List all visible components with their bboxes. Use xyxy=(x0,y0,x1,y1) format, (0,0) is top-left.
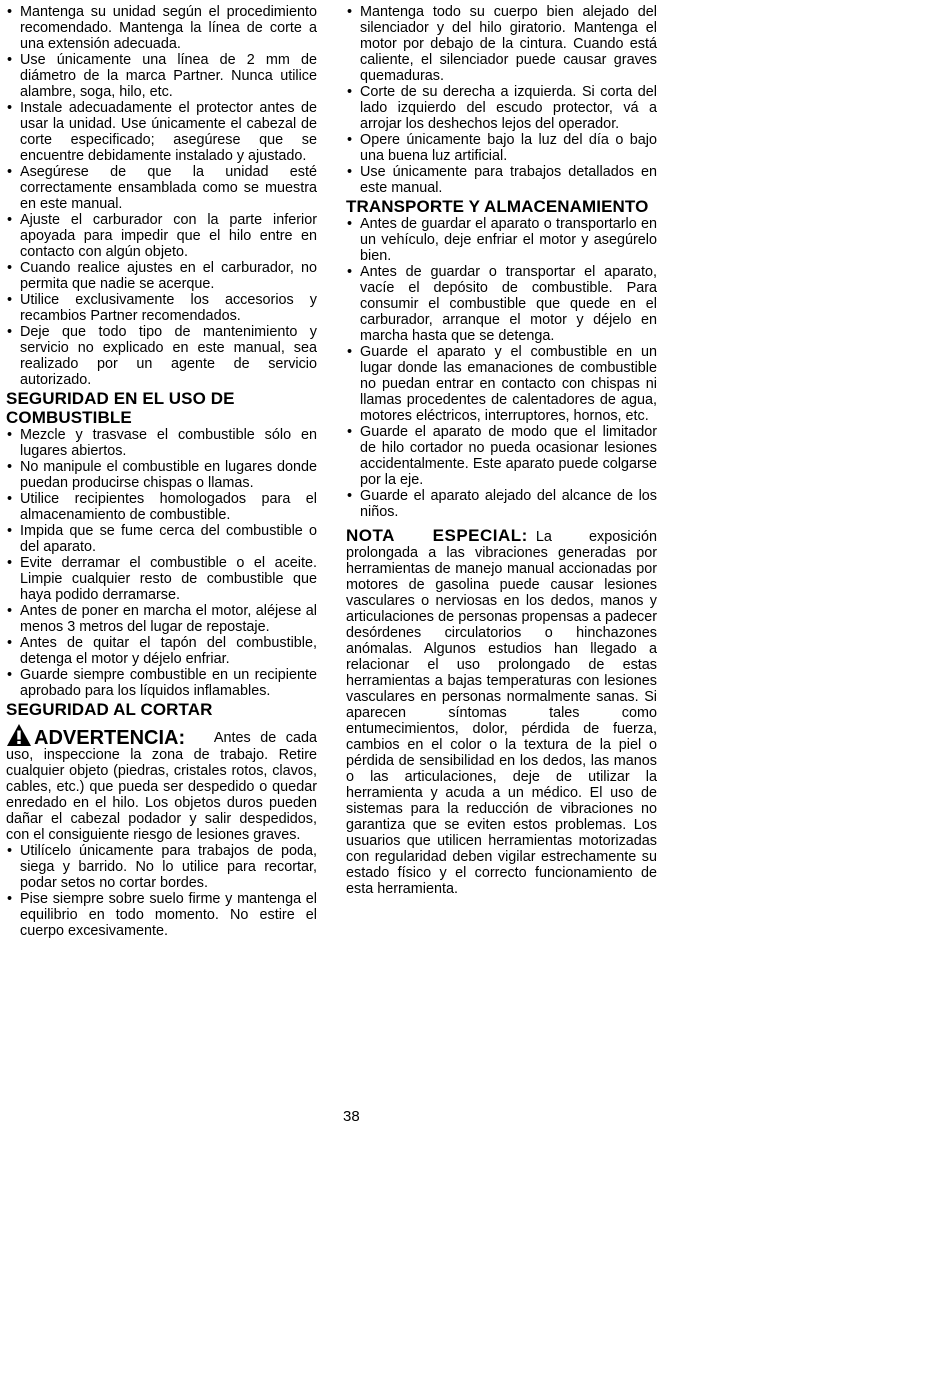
list-item: • Utilice recipientes homologados para el almacenamiento de combustible. xyxy=(6,491,317,523)
fuel-safety-heading: SEGURIDAD EN EL USO DE COMBUSTIBLE xyxy=(6,389,235,427)
list-item: • Ajuste el carburador con la parte inferior apoyada para impedir que el hilo entre en contacto con algún objeto. xyxy=(6,212,317,260)
list-item: • Use únicamente para trabajos detallados en este manual. xyxy=(346,164,657,196)
cutting-safety-list xyxy=(6,843,317,939)
list-item: • Impida que se fume cerca del combustible o del aparato. xyxy=(6,523,317,555)
transport-storage-list xyxy=(346,216,657,520)
page-number: 38 xyxy=(343,1108,360,1125)
list-item: • Guarde siempre combustible en un recipiente aprobado para los líquidos inflamables. xyxy=(6,667,317,699)
list-item: • Mantenga su unidad según el procedimiento recomendado. Mantenga la línea de corte a una extensión adecuada. xyxy=(6,4,317,52)
list-item: • Evite derramar el combustible o el aceite. Limpie cualquier resto de combustible que haya podido derramarse. xyxy=(6,555,317,603)
warning-label: ADVERTENCIA: xyxy=(34,727,186,749)
list-item: • Antes de poner en marcha el motor, aléjese al menos 3 metros del lugar de repostaje. xyxy=(6,603,317,635)
warning-text: Antes de cada uso, inspeccione la zona de trabajo. Retire cualquier objeto (piedras, cristales rotos, clavos, cables, etc.) que pueda ser despedido o quedar enredado en el hilo. Los objetos duros pueden dañar el cabezal podador y salir despedidos, con el consiguiente riesgo de lesiones graves. xyxy=(6,730,317,843)
maintenance-list xyxy=(6,4,317,388)
list-item: • No manipule el combustible en lugares donde puedan producirse chispas o llamas. xyxy=(6,459,317,491)
list-item: • Antes de guardar o transportar el aparato, vacíe el depósito de combustible. Para consumir el combustible que quede en el carburador, arranque el motor y déjelo en marcha hasta que se detenga. xyxy=(346,264,657,344)
list-item: • Guarde el aparato de modo que el limitador de hilo cortador no pueda ocasionar lesiones accidentalmente. Este aparato puede colgarse por la eje. xyxy=(346,424,657,488)
right-column xyxy=(346,4,657,897)
special-note-paragraph xyxy=(346,528,657,897)
warning-paragraph xyxy=(6,723,317,843)
operation-list xyxy=(346,4,657,196)
list-item: • Pise siempre sobre suelo firme y mantenga el equilibrio en todo momento. No estire el cuerpo excesivamente. xyxy=(6,891,317,939)
list-item: • Antes de quitar el tapón del combustible, detenga el motor y déjelo enfriar. xyxy=(6,635,317,667)
list-item: • Mezcle y trasvase el combustible sólo en lugares abiertos. xyxy=(6,427,317,459)
list-item: • Guarde el aparato y el combustible en un lugar donde las emanaciones de combustible no puedan entrar en contacto con chispas ni llamas procedentes de calentadores de agua, motores eléctricos, interruptores, hornos, etc. xyxy=(346,344,657,424)
list-item: • Cuando realice ajustes en el carburador, no permita que nadie se acerque. xyxy=(6,260,317,292)
cutting-safety-heading: SEGURIDAD AL CORTAR xyxy=(6,700,213,719)
fuel-safety-list xyxy=(6,427,317,699)
list-item: • Corte de su derecha a izquierda. Si corta del lado izquierdo del escudo protector, vá a arrojar los deshechos lejos del operador. xyxy=(346,84,657,132)
list-item: • Asegúrese de que la unidad esté correctamente ensamblada como se muestra en este manual. xyxy=(6,164,317,212)
list-item: • Mantenga todo su cuerpo bien alejado del silenciador y del hilo giratorio. Mantenga el motor por debajo de la cintura. Cuando está caliente, el silenciador puede causar graves quemaduras. xyxy=(346,4,657,84)
left-column xyxy=(6,4,317,939)
special-note-label: NOTA ESPECIAL: xyxy=(346,526,528,545)
list-item: • Use únicamente una línea de 2 mm de diámetro de la marca Partner. Nunca utilice alambre, soga, hilo, etc. xyxy=(6,52,317,100)
list-item: • Utilice exclusivamente los accesorios y recambios Partner recomendados. xyxy=(6,292,317,324)
warning-triangle-icon xyxy=(6,723,32,747)
list-item: • Guarde el aparato alejado del alcance de los niños. xyxy=(346,488,657,520)
list-item: • Utilícelo únicamente para trabajos de poda, siega y barrido. No lo utilice para recortar, podar setos no cortar bordes. xyxy=(6,843,317,891)
list-item: • Deje que todo tipo de mantenimiento y servicio no explicado en este manual, sea realizado por un agente de servicio autorizado. xyxy=(6,324,317,388)
transport-storage-heading: TRANSPORTE Y ALMACENAMIENTO xyxy=(346,197,649,216)
special-note-text: La exposición prolongada a las vibraciones generadas por herramientas de manejo manual accionadas por motores de gasolina puede causar lesiones vasculares o nerviosas en los dedos, manos y articulaciones de personas propensas a padecer desórdenes circulatorios o hinchazones anómalas. Algunos estudios han llegado a relacionar el uso prolongado de estas herramientas a bajas temperaturas con lesiones vasculares en personas normalmente sanas. Si aparecen síntomas tales como entumecimientos, dolor, pérdida de fuerza, cambios en el color o la textura de la piel o pérdida de sensibilidad en los dedos, las manos o las articulaciones, deje de utilizar la herramienta y acuda a un médico. El uso de sistemas para la reducción de vibraciones no garantiza que se eviten estos problemas. Los usuarios que utilicen herramientas motorizadas con regularidad deben vigilar estrechamente su estado físico y el correcto funcionamiento de esta herramienta. xyxy=(346,529,657,897)
list-item: • Instale adecuadamente el protector antes de usar la unidad. Use únicamente el cabezal de corte especificado; asegúrese que se encuentre debidamente instalado y ajustado. xyxy=(6,100,317,164)
list-item: • Opere únicamente bajo la luz del día o bajo una buena luz artificial. xyxy=(346,132,657,164)
list-item: • Antes de guardar el aparato o transportarlo en un vehículo, deje enfriar el motor y asegúrelo bien. xyxy=(346,216,657,264)
